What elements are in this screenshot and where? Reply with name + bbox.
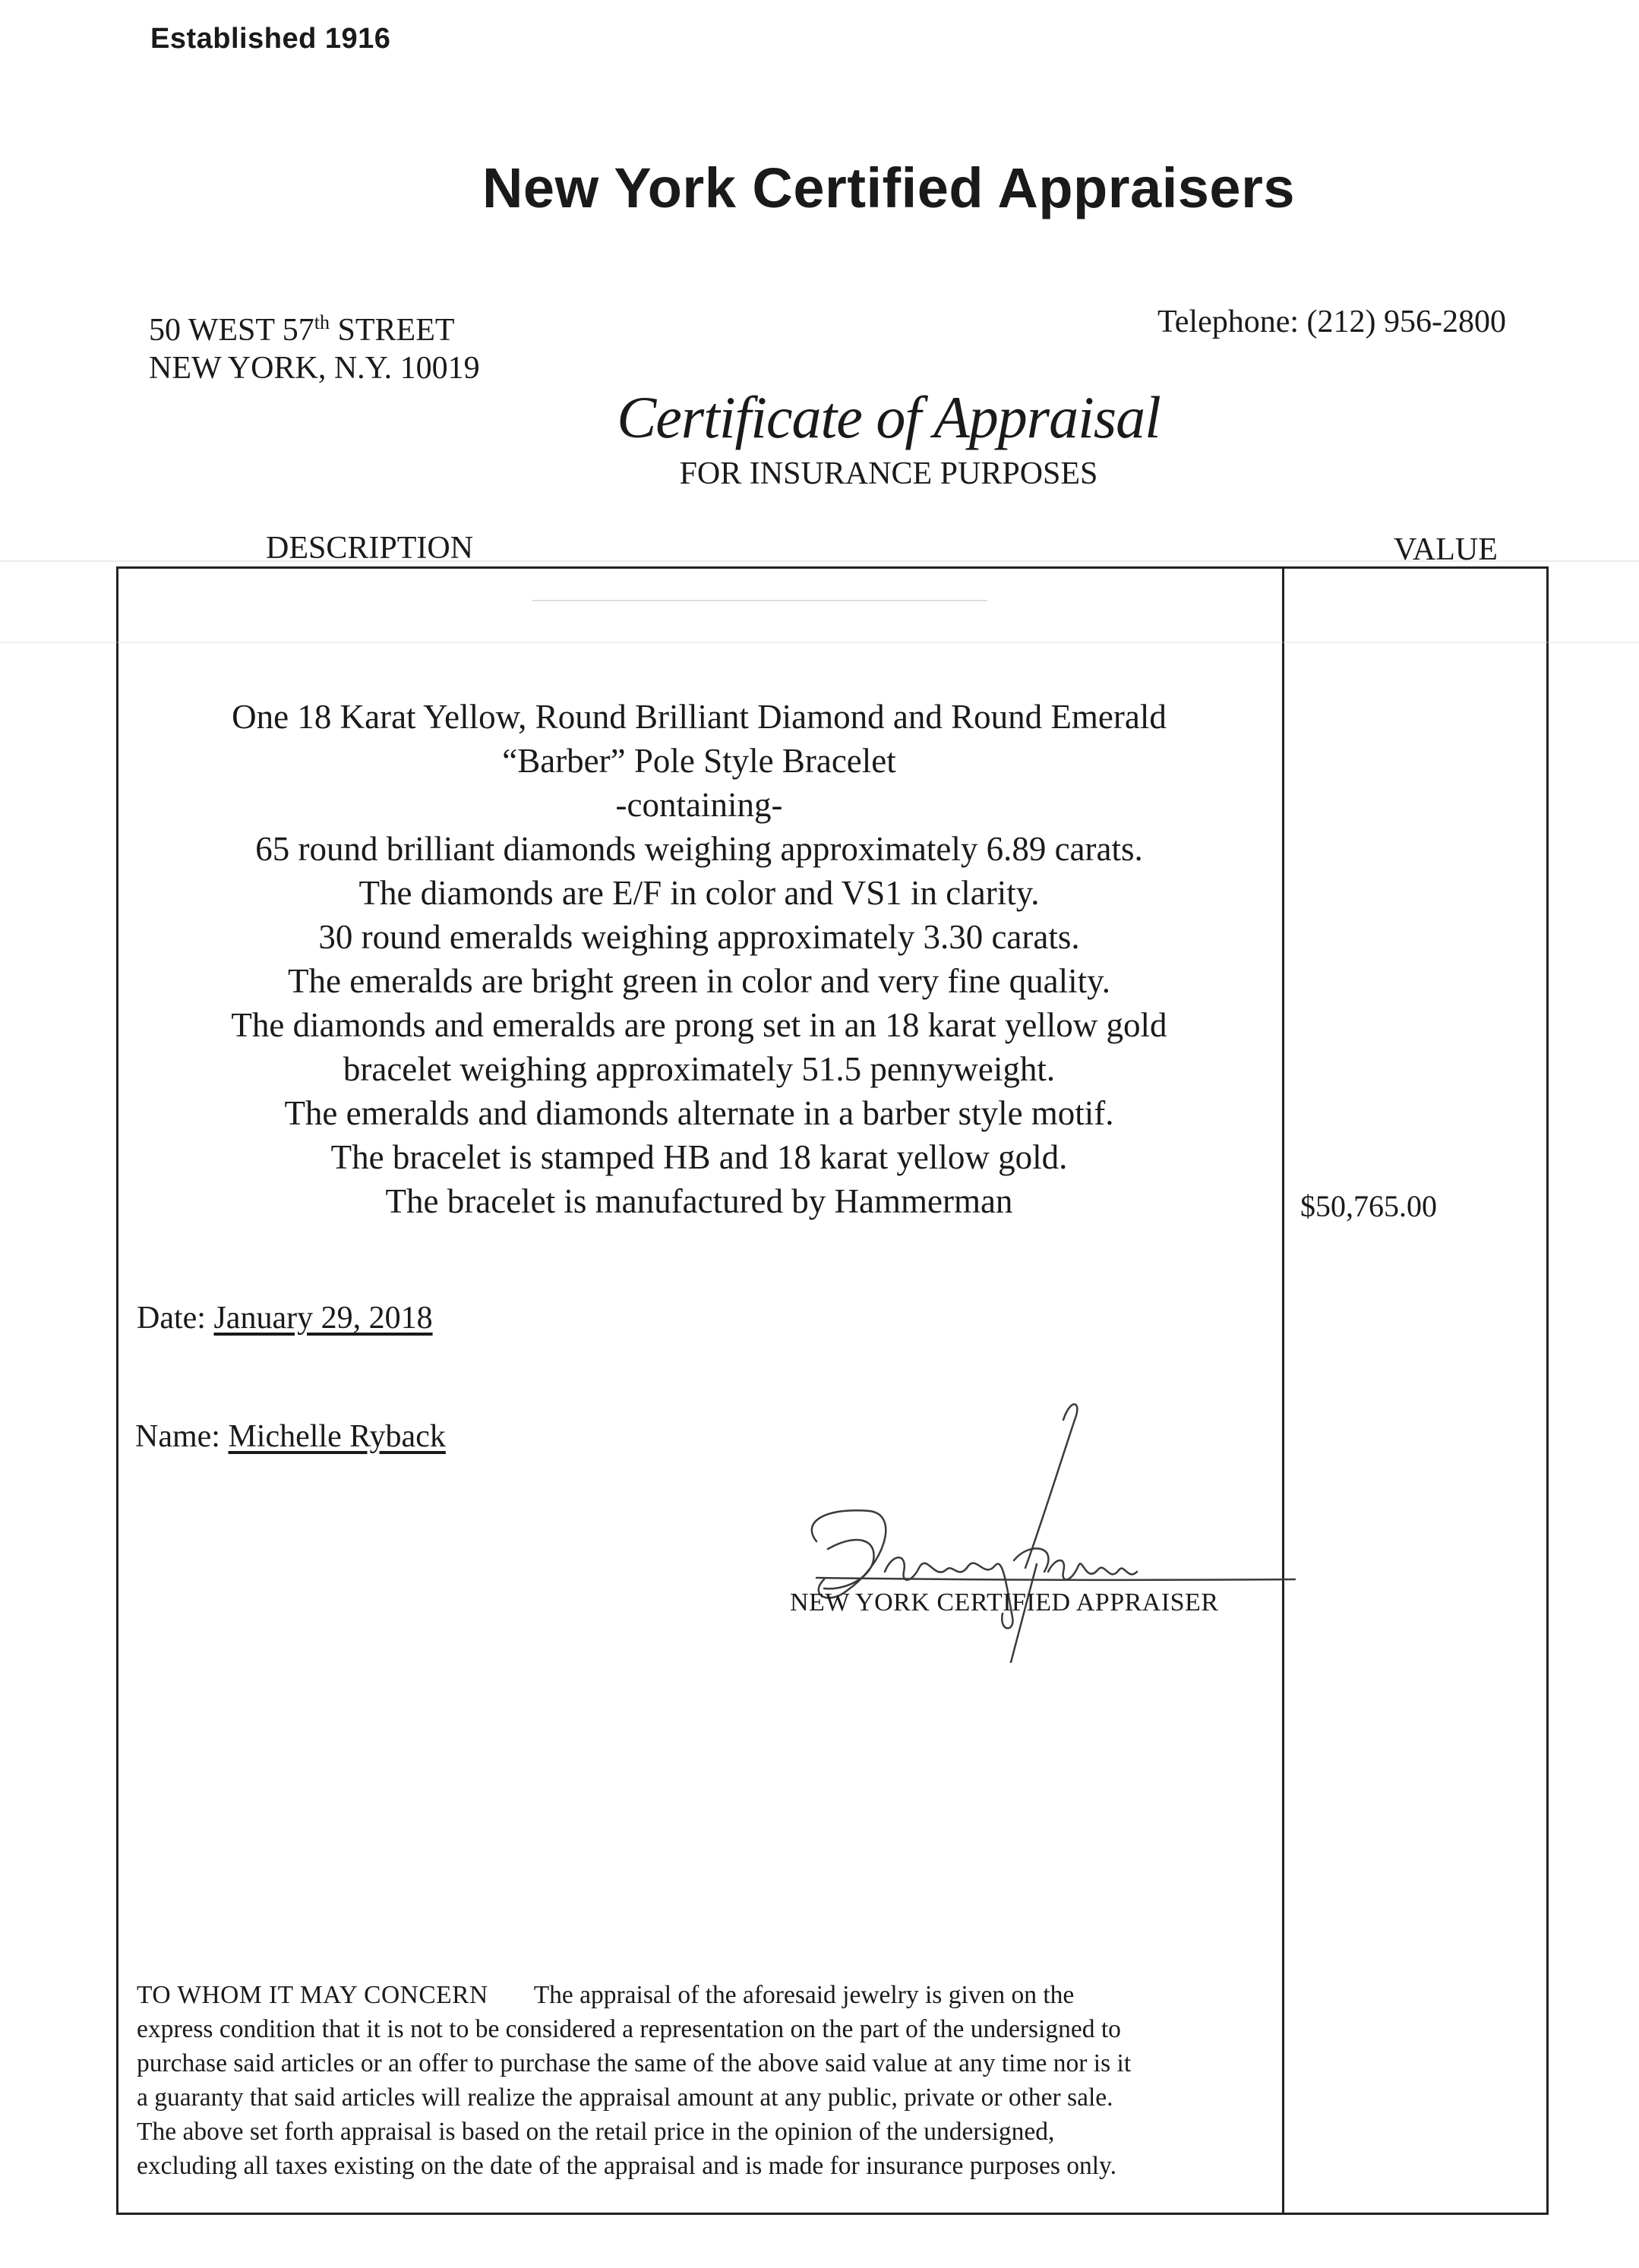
certificate-title: Certificate of Appraisal xyxy=(617,384,1161,450)
description-line: 30 round emeralds weighing approximately 3.30 carats. xyxy=(318,918,1080,956)
description-line: The bracelet is manufactured by Hammerman xyxy=(385,1182,1013,1220)
description-line: The diamonds are E/F in color and VS1 in clarity. xyxy=(358,874,1040,912)
signature-stroke xyxy=(824,1540,874,1588)
name-label: Name: xyxy=(135,1419,229,1454)
signature-stroke xyxy=(1014,1404,1077,1572)
address-line-1 xyxy=(149,304,480,349)
disclaimer-line: purchase said articles or an offer to purchase the same of the above said value at any time nor is it xyxy=(137,2049,1132,2077)
disclaimer-line xyxy=(137,1978,1261,2012)
established-year: Established 1916 xyxy=(150,23,391,55)
column-header-description: DESCRIPTION xyxy=(266,531,474,566)
disclaimer-line: excluding all taxes existing on the date of the appraisal and is made for insurance purposes only. xyxy=(137,2152,1116,2180)
scan-fold-line xyxy=(0,560,1639,562)
description-line: -containing- xyxy=(615,786,783,824)
address-line-2: NEW YORK, N.Y. 10019 xyxy=(149,351,480,386)
description-line: One 18 Karat Yellow, Round Brilliant Diamond and Round Emerald xyxy=(232,698,1167,736)
address-street-number: 50 WEST 57 xyxy=(149,313,314,348)
telephone: Telephone: (212) 956-2800 xyxy=(1157,304,1506,339)
date-value: January 29, 2018 xyxy=(213,1301,433,1336)
disclaimer-line: express condition that it is not to be considered a representation on the part of the undersigned to xyxy=(137,2015,1121,2043)
address-ordinal-suffix: th xyxy=(314,311,330,333)
disclaimer-line: a guaranty that said articles will realize the appraisal amount at any public, private or other sale. xyxy=(137,2083,1113,2112)
description-line: 65 round brilliant diamonds weighing approximately 6.89 carats. xyxy=(255,830,1143,868)
description-line: The diamonds and emeralds are prong set in an 18 karat yellow gold xyxy=(231,1006,1167,1044)
description-line: The emeralds are bright green in color and very fine quality. xyxy=(288,962,1110,1000)
address-block xyxy=(149,304,480,387)
signature-stroke xyxy=(885,1557,967,1579)
certificate-purpose: FOR INSURANCE PURPOSES xyxy=(679,456,1098,491)
date-label: Date: xyxy=(137,1301,214,1336)
company-name: New York Certified Appraisers xyxy=(482,156,1296,219)
signature-stroke xyxy=(1048,1560,1137,1579)
name-value: Michelle Ryback xyxy=(228,1419,446,1454)
description-line: The emeralds and diamonds alternate in a barber style motif. xyxy=(284,1094,1114,1132)
item-description xyxy=(116,695,1282,1223)
disclaimer-first-line: The appraisal of the aforesaid jewelry is given on the xyxy=(533,1981,1075,2009)
disclaimer-heading: TO WHOM IT MAY CONCERN xyxy=(137,1981,488,2009)
client-name xyxy=(135,1418,446,1455)
column-header-value: VALUE xyxy=(1394,532,1498,567)
appraiser-signature xyxy=(771,1390,1318,1663)
appraisal-date xyxy=(137,1300,433,1336)
disclaimer-line: The above set forth appraisal is based on the retail price in the opinion of the undersigned, xyxy=(137,2118,1055,2146)
signature-stroke xyxy=(816,1578,1295,1580)
signature-caption: NEW YORK CERTIFIED APPRAISER xyxy=(790,1588,1219,1617)
description-line: The bracelet is stamped HB and 18 karat yellow gold. xyxy=(330,1138,1068,1176)
disclaimer xyxy=(137,1978,1261,2183)
address-street-name: STREET xyxy=(330,313,455,348)
scan-fold-line xyxy=(0,642,1639,643)
scan-mark xyxy=(532,600,987,601)
appraised-value: $50,765.00 xyxy=(1300,1189,1437,1223)
description-line: bracelet weighing approximately 51.5 pennyweight. xyxy=(343,1050,1056,1088)
description-line: “Barber” Pole Style Bracelet xyxy=(502,742,896,780)
